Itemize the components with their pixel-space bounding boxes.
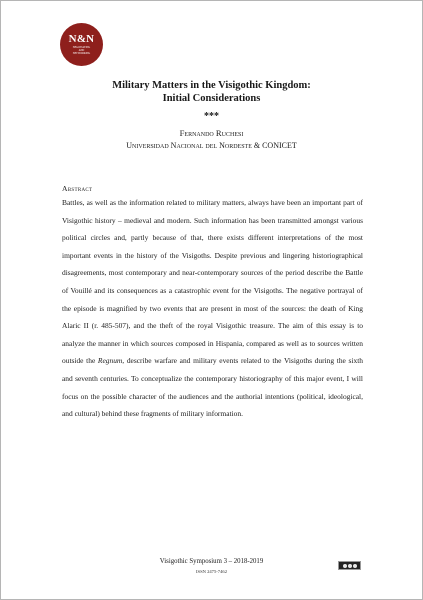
issn-label: ISSN 2475-7462	[195, 569, 227, 574]
title-line: Initial Considerations	[162, 93, 261, 104]
logo-subtitle	[73, 46, 91, 56]
logo-mark: N&N	[68, 32, 95, 45]
author-name: Fernando Ruchesi	[179, 128, 244, 138]
abstract-italic-term: Regnum	[97, 356, 123, 366]
abstract-text: , describe warfare and military events related to the Visigoths during the sixth and seventh centuries. To conceptualize the contemporary historiography of this major event, I will focus on the possible character of the audiences and the authorial intentions (political, ideological, and cultural) behind these fragments of military information.	[62, 356, 363, 419]
cc-license-dot	[353, 564, 357, 568]
abstract-heading: Abstract	[62, 184, 93, 193]
abstract-body	[62, 194, 363, 423]
cc-license-dot	[343, 564, 347, 568]
journal-footer: Visigothic Symposium 3 – 2018-2019	[159, 558, 264, 565]
logo-sub-line: NEGOTIATING	[72, 45, 91, 49]
paper-title	[61, 79, 362, 105]
abstract-text: Battles, as well as the information related to military matters, always have been an important part of Visigothic history – medieval and modern. Such information has been transmitted amongst various political circles and, partly because of that, there exists different interpretations of the most important events in the history of the Visigoths. Despite previous and lingering historiographical disagreements, most contemporary and near-contemporary sources of the period describe the Battle of Vouillé and its consequences as a catastrophic event for the Visigoths. The negative portrayal of the episode is magnified by two events that are present in most of the sources: the death of King Alaric II (r. 485-507), and the theft of the royal Visigothic treasure. The aim of this essay is to analyze the manner in which sources composed in Hispania, compared as well as to sources written outside the	[62, 198, 363, 366]
journal-logo	[60, 23, 103, 66]
cc-license-icon	[338, 561, 361, 570]
title-separator: ***	[204, 111, 219, 122]
logo-sub-line: NETWORKING	[72, 52, 91, 56]
author-affiliation: Universidad Nacional del Nordeste & CONICET	[126, 141, 297, 150]
cc-license-dot	[348, 564, 352, 568]
logo-sub-line: AND	[78, 48, 85, 52]
title-line: Military Matters in the Visigothic Kingdom:	[112, 80, 311, 91]
